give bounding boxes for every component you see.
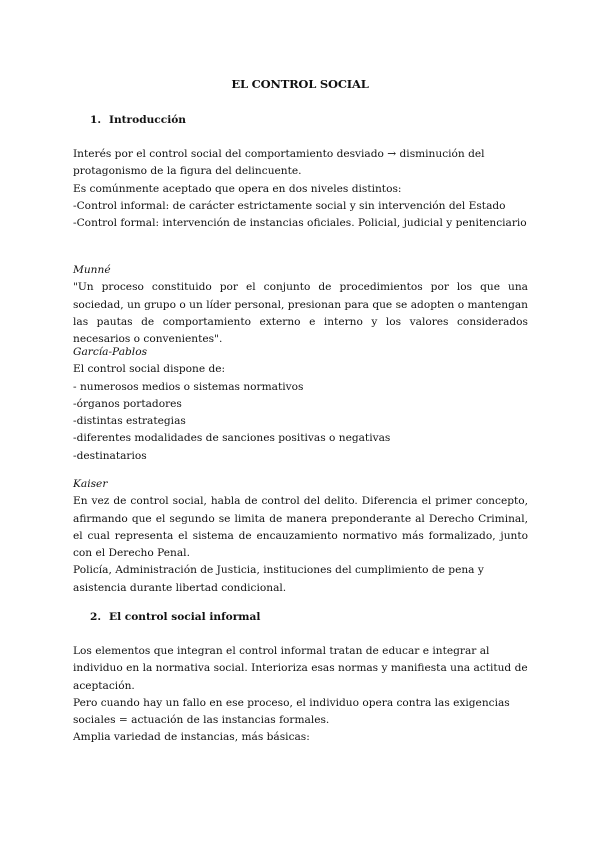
section-title: El control social informal xyxy=(109,611,261,623)
control-informal-paragraph: Los elementos que integran el control informal tratan de educar e integrar al individuo en la normativa social. Interioriza esas normas y manifiesta una actitud de aceptación. xyxy=(73,645,528,692)
intro-paragraph: Interés por el control social del comportamiento desviado → disminución del protagonismo de la figura del delincuente. xyxy=(73,148,485,178)
author-kaiser: Kaiser xyxy=(73,478,108,490)
list-item: -diferentes modalidades de sanciones positivas o negativas xyxy=(73,432,391,445)
control-informal-paragraph: Amplia variedad de instancias, más básicas: xyxy=(73,731,310,744)
document-title: EL CONTROL SOCIAL xyxy=(231,77,369,91)
section-title: Introducción xyxy=(109,114,187,126)
list-item: - numerosos medios o sistemas normativos xyxy=(73,380,304,393)
section-number: 1. xyxy=(90,114,102,126)
kaiser-block xyxy=(73,476,528,597)
section-heading-introduccion xyxy=(90,112,186,129)
kaiser-paragraph-2: Policía, Administración de Justicia, instituciones del cumplimiento de pena y asistencia durante libertad condicional. xyxy=(73,564,484,594)
control-informal-paragraph: Pero cuando hay un fallo en ese proceso, el individuo opera contra las exigencias sociales = actuación de las instancias formales. xyxy=(73,696,510,727)
intro-line: -Control informal: de carácter estrictamente social y sin intervención del Estado xyxy=(73,199,506,212)
list-item: -distintas estrategias xyxy=(73,415,186,428)
intro-line: Es comúnmente aceptado que opera en dos niveles distintos: xyxy=(73,182,402,195)
munne-block xyxy=(73,262,528,348)
intro-line: -Control formal: intervención de instancias oficiales. Policial, judicial y penitenciario xyxy=(73,217,527,230)
section-number: 2. xyxy=(90,611,102,623)
author-garcia-pablos: García-Pablos xyxy=(73,346,148,358)
kaiser-paragraph: En vez de control social, habla de control del delito. Diferencia el primer concepto, afirmando que el segundo se limita de manera preponderante al Derecho Criminal, el cual representa el sistema de encauzamiento normativo más formalizado, junto con el Derecho Penal. xyxy=(73,495,528,560)
garcia-pablos-block xyxy=(73,344,528,465)
garcia-pablos-intro: El control social dispone de: xyxy=(73,363,226,376)
list-item: -órganos portadores xyxy=(73,397,182,410)
intro-block xyxy=(73,146,528,232)
munne-quote: "Un proceso constituido por el conjunto de procedimientos por los que una sociedad, un grupo o un líder personal, presionan para que se adopten o mantengan las pautas de comportamiento externo e interno y los valores considerados necesarios o convenientes". xyxy=(73,281,528,346)
author-munne: Munné xyxy=(73,264,111,276)
control-informal-block xyxy=(73,643,528,747)
list-item: -destinatarios xyxy=(73,449,147,462)
section-heading-control-informal xyxy=(90,609,260,626)
